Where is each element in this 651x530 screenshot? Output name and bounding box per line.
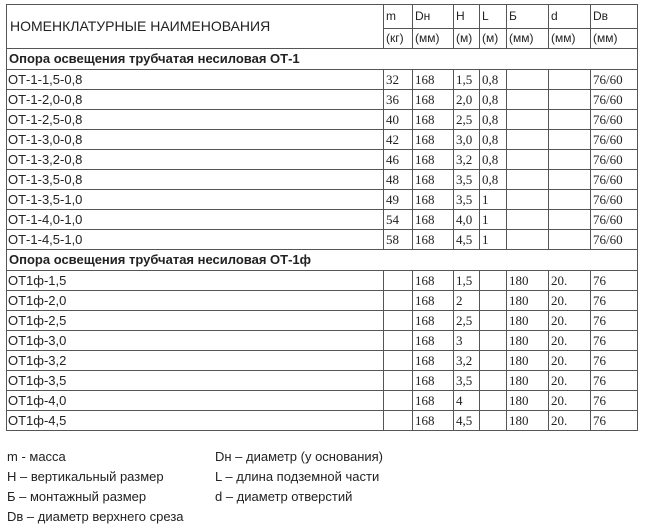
table-row <box>7 90 638 110</box>
item-value: 168 <box>413 190 454 210</box>
item-value: 36 <box>384 90 413 110</box>
legend-b: Б – монтажный размер <box>7 489 147 504</box>
legend-d: d – диаметр отверстий <box>215 489 353 504</box>
item-value: 2,5 <box>454 110 480 130</box>
item-value: 42 <box>384 130 413 150</box>
item-name: ОТ1ф-1,5 <box>7 271 384 291</box>
item-value: 76/60 <box>591 70 638 90</box>
item-value: 3,0 <box>454 130 480 150</box>
item-value: 168 <box>413 110 454 130</box>
item-value: 168 <box>413 210 454 230</box>
item-value: 168 <box>413 311 454 331</box>
item-value: 54 <box>384 210 413 230</box>
table-row <box>7 371 638 391</box>
legend-h: Н – вертикальный размер <box>7 469 164 484</box>
item-value <box>507 90 549 110</box>
item-value <box>384 331 413 351</box>
item-value: 3,5 <box>454 170 480 190</box>
table-row <box>7 351 638 371</box>
table-row <box>7 391 638 411</box>
item-value: 0,8 <box>480 170 507 190</box>
table-row <box>7 70 638 90</box>
item-value: 76/60 <box>591 230 638 250</box>
item-value <box>384 291 413 311</box>
item-value: 76 <box>591 371 638 391</box>
item-value: 58 <box>384 230 413 250</box>
item-value: 180 <box>507 411 549 431</box>
item-value: 180 <box>507 331 549 351</box>
item-value: 40 <box>384 110 413 130</box>
legend-row <box>7 447 637 467</box>
col-b: Б <box>507 5 549 29</box>
item-value: 168 <box>413 391 454 411</box>
item-name: ОТ-1-2,5-0,8 <box>7 110 384 130</box>
item-value: 3,2 <box>454 150 480 170</box>
item-name: ОТ1ф-4,0 <box>7 391 384 411</box>
table-row <box>7 331 638 351</box>
item-value: 180 <box>507 371 549 391</box>
item-value <box>549 210 591 230</box>
item-value: 168 <box>413 130 454 150</box>
legend-row <box>7 487 637 507</box>
item-value: 32 <box>384 70 413 90</box>
legend-l: L – длина подземной части <box>215 469 380 484</box>
item-value: 168 <box>413 351 454 371</box>
section-row <box>7 49 638 70</box>
item-name: ОТ-1-3,5-1,0 <box>7 190 384 210</box>
legend-dn: Dн – диаметр (у основания) <box>215 449 384 464</box>
item-value <box>549 90 591 110</box>
unit-dv: (мм) <box>591 29 638 49</box>
item-value <box>384 411 413 431</box>
item-value: 3,2 <box>454 351 480 371</box>
item-name: ОТ1ф-4,5 <box>7 411 384 431</box>
table-row <box>7 230 638 250</box>
item-name: ОТ1ф-3,0 <box>7 331 384 351</box>
col-dn: Dн <box>413 5 454 29</box>
item-value: 168 <box>413 331 454 351</box>
item-value: 0,8 <box>480 70 507 90</box>
item-value <box>549 130 591 150</box>
spec-table <box>6 4 638 431</box>
section-row <box>7 250 638 271</box>
item-value <box>507 110 549 130</box>
legend-dv: Dв – диаметр верхнего среза <box>7 509 184 524</box>
item-value <box>507 230 549 250</box>
item-value <box>384 351 413 371</box>
item-value: 168 <box>413 70 454 90</box>
table-row <box>7 411 638 431</box>
item-value <box>480 271 507 291</box>
item-value <box>480 351 507 371</box>
item-value <box>549 170 591 190</box>
item-value: 76/60 <box>591 190 638 210</box>
item-value <box>507 190 549 210</box>
table-row <box>7 150 638 170</box>
item-value <box>549 230 591 250</box>
item-value: 76 <box>591 311 638 331</box>
item-value: 76/60 <box>591 170 638 190</box>
item-value: 180 <box>507 391 549 411</box>
item-value: 0,8 <box>480 150 507 170</box>
item-value: 180 <box>507 291 549 311</box>
item-value: 1 <box>480 230 507 250</box>
item-value <box>549 150 591 170</box>
section-title: Опора освещения трубчатая несиловая ОТ-1 <box>7 49 638 70</box>
item-name: ОТ-1-1,5-0,8 <box>7 70 384 90</box>
header-row <box>7 5 638 29</box>
item-value: 4,5 <box>454 411 480 431</box>
item-value <box>549 190 591 210</box>
item-value: 2 <box>454 291 480 311</box>
unit-h: (м) <box>454 29 480 49</box>
item-value: 76/60 <box>591 90 638 110</box>
item-value <box>384 311 413 331</box>
item-value: 76 <box>591 331 638 351</box>
item-value: 20. <box>549 311 591 331</box>
item-value: 4 <box>454 391 480 411</box>
item-value: 0,8 <box>480 90 507 110</box>
unit-b: (мм) <box>507 29 549 49</box>
item-value: 76 <box>591 411 638 431</box>
item-value: 48 <box>384 170 413 190</box>
legend-row <box>7 467 637 487</box>
table-row <box>7 190 638 210</box>
unit-dn: (мм) <box>413 29 454 49</box>
legend-row <box>7 507 637 527</box>
item-value: 3,5 <box>454 371 480 391</box>
item-value: 2,5 <box>454 311 480 331</box>
item-value <box>507 70 549 90</box>
table-row <box>7 311 638 331</box>
item-value <box>480 411 507 431</box>
unit-d: (мм) <box>549 29 591 49</box>
item-value: 20. <box>549 371 591 391</box>
item-value: 168 <box>413 230 454 250</box>
table-row <box>7 170 638 190</box>
item-name: ОТ-1-3,2-0,8 <box>7 150 384 170</box>
col-m: m <box>384 5 413 29</box>
item-value: 1 <box>480 190 507 210</box>
item-value: 20. <box>549 291 591 311</box>
item-value <box>507 150 549 170</box>
item-value: 20. <box>549 411 591 431</box>
item-value: 180 <box>507 351 549 371</box>
item-value: 76/60 <box>591 150 638 170</box>
col-d: d <box>549 5 591 29</box>
item-value: 168 <box>413 271 454 291</box>
item-value: 4,0 <box>454 210 480 230</box>
table-row <box>7 130 638 150</box>
col-h: H <box>454 5 480 29</box>
unit-m: (кг) <box>384 29 413 49</box>
item-value: 76 <box>591 391 638 411</box>
table-row <box>7 210 638 230</box>
item-value: 76/60 <box>591 130 638 150</box>
legend <box>7 447 637 527</box>
unit-l: (м) <box>480 29 507 49</box>
item-value: 1 <box>480 210 507 230</box>
item-name: ОТ-1-4,0-1,0 <box>7 210 384 230</box>
item-value <box>507 130 549 150</box>
item-value: 0,8 <box>480 130 507 150</box>
item-value: 76/60 <box>591 210 638 230</box>
item-value <box>480 291 507 311</box>
item-name: ОТ1ф-2,0 <box>7 291 384 311</box>
item-value: 168 <box>413 150 454 170</box>
item-value: 168 <box>413 291 454 311</box>
item-value: 180 <box>507 271 549 291</box>
table-row <box>7 291 638 311</box>
item-name: ОТ-1-2,0-0,8 <box>7 90 384 110</box>
item-value <box>480 391 507 411</box>
item-value: 168 <box>413 411 454 431</box>
item-value: 76 <box>591 291 638 311</box>
legend-m: m - масса <box>7 449 66 464</box>
item-value <box>549 70 591 90</box>
item-value <box>384 371 413 391</box>
item-name: ОТ1ф-3,5 <box>7 371 384 391</box>
item-value: 76/60 <box>591 110 638 130</box>
item-value <box>480 311 507 331</box>
item-value: 1,5 <box>454 271 480 291</box>
item-value: 180 <box>507 311 549 331</box>
item-name: ОТ-1-3,0-0,8 <box>7 130 384 150</box>
item-value: 20. <box>549 391 591 411</box>
item-value <box>384 391 413 411</box>
item-value <box>549 110 591 130</box>
item-name: ОТ-1-3,5-0,8 <box>7 170 384 190</box>
item-value: 46 <box>384 150 413 170</box>
header-title: НОМЕНКЛАТУРНЫЕ НАИМЕНОВАНИЯ <box>7 5 384 49</box>
item-value: 168 <box>413 170 454 190</box>
item-value <box>480 331 507 351</box>
item-value <box>507 170 549 190</box>
item-value: 168 <box>413 90 454 110</box>
item-value: 4,5 <box>454 230 480 250</box>
col-dv: Dв <box>591 5 638 29</box>
table-row <box>7 271 638 291</box>
item-name: ОТ1ф-3,2 <box>7 351 384 371</box>
item-name: ОТ-1-4,5-1,0 <box>7 230 384 250</box>
col-l: L <box>480 5 507 29</box>
item-value: 3,5 <box>454 190 480 210</box>
item-value: 49 <box>384 190 413 210</box>
item-value: 76 <box>591 271 638 291</box>
item-value: 20. <box>549 271 591 291</box>
item-value <box>507 210 549 230</box>
item-value: 1,5 <box>454 70 480 90</box>
item-value: 0,8 <box>480 110 507 130</box>
item-value: 76 <box>591 351 638 371</box>
item-value <box>384 271 413 291</box>
spec-table-body <box>7 5 638 431</box>
item-value: 2,0 <box>454 90 480 110</box>
item-value <box>480 371 507 391</box>
item-value: 20. <box>549 351 591 371</box>
item-value: 168 <box>413 371 454 391</box>
item-value: 20. <box>549 331 591 351</box>
item-name: ОТ1ф-2,5 <box>7 311 384 331</box>
table-row <box>7 110 638 130</box>
item-value: 3 <box>454 331 480 351</box>
section-title: Опора освещения трубчатая несиловая ОТ-1ф <box>7 250 638 271</box>
